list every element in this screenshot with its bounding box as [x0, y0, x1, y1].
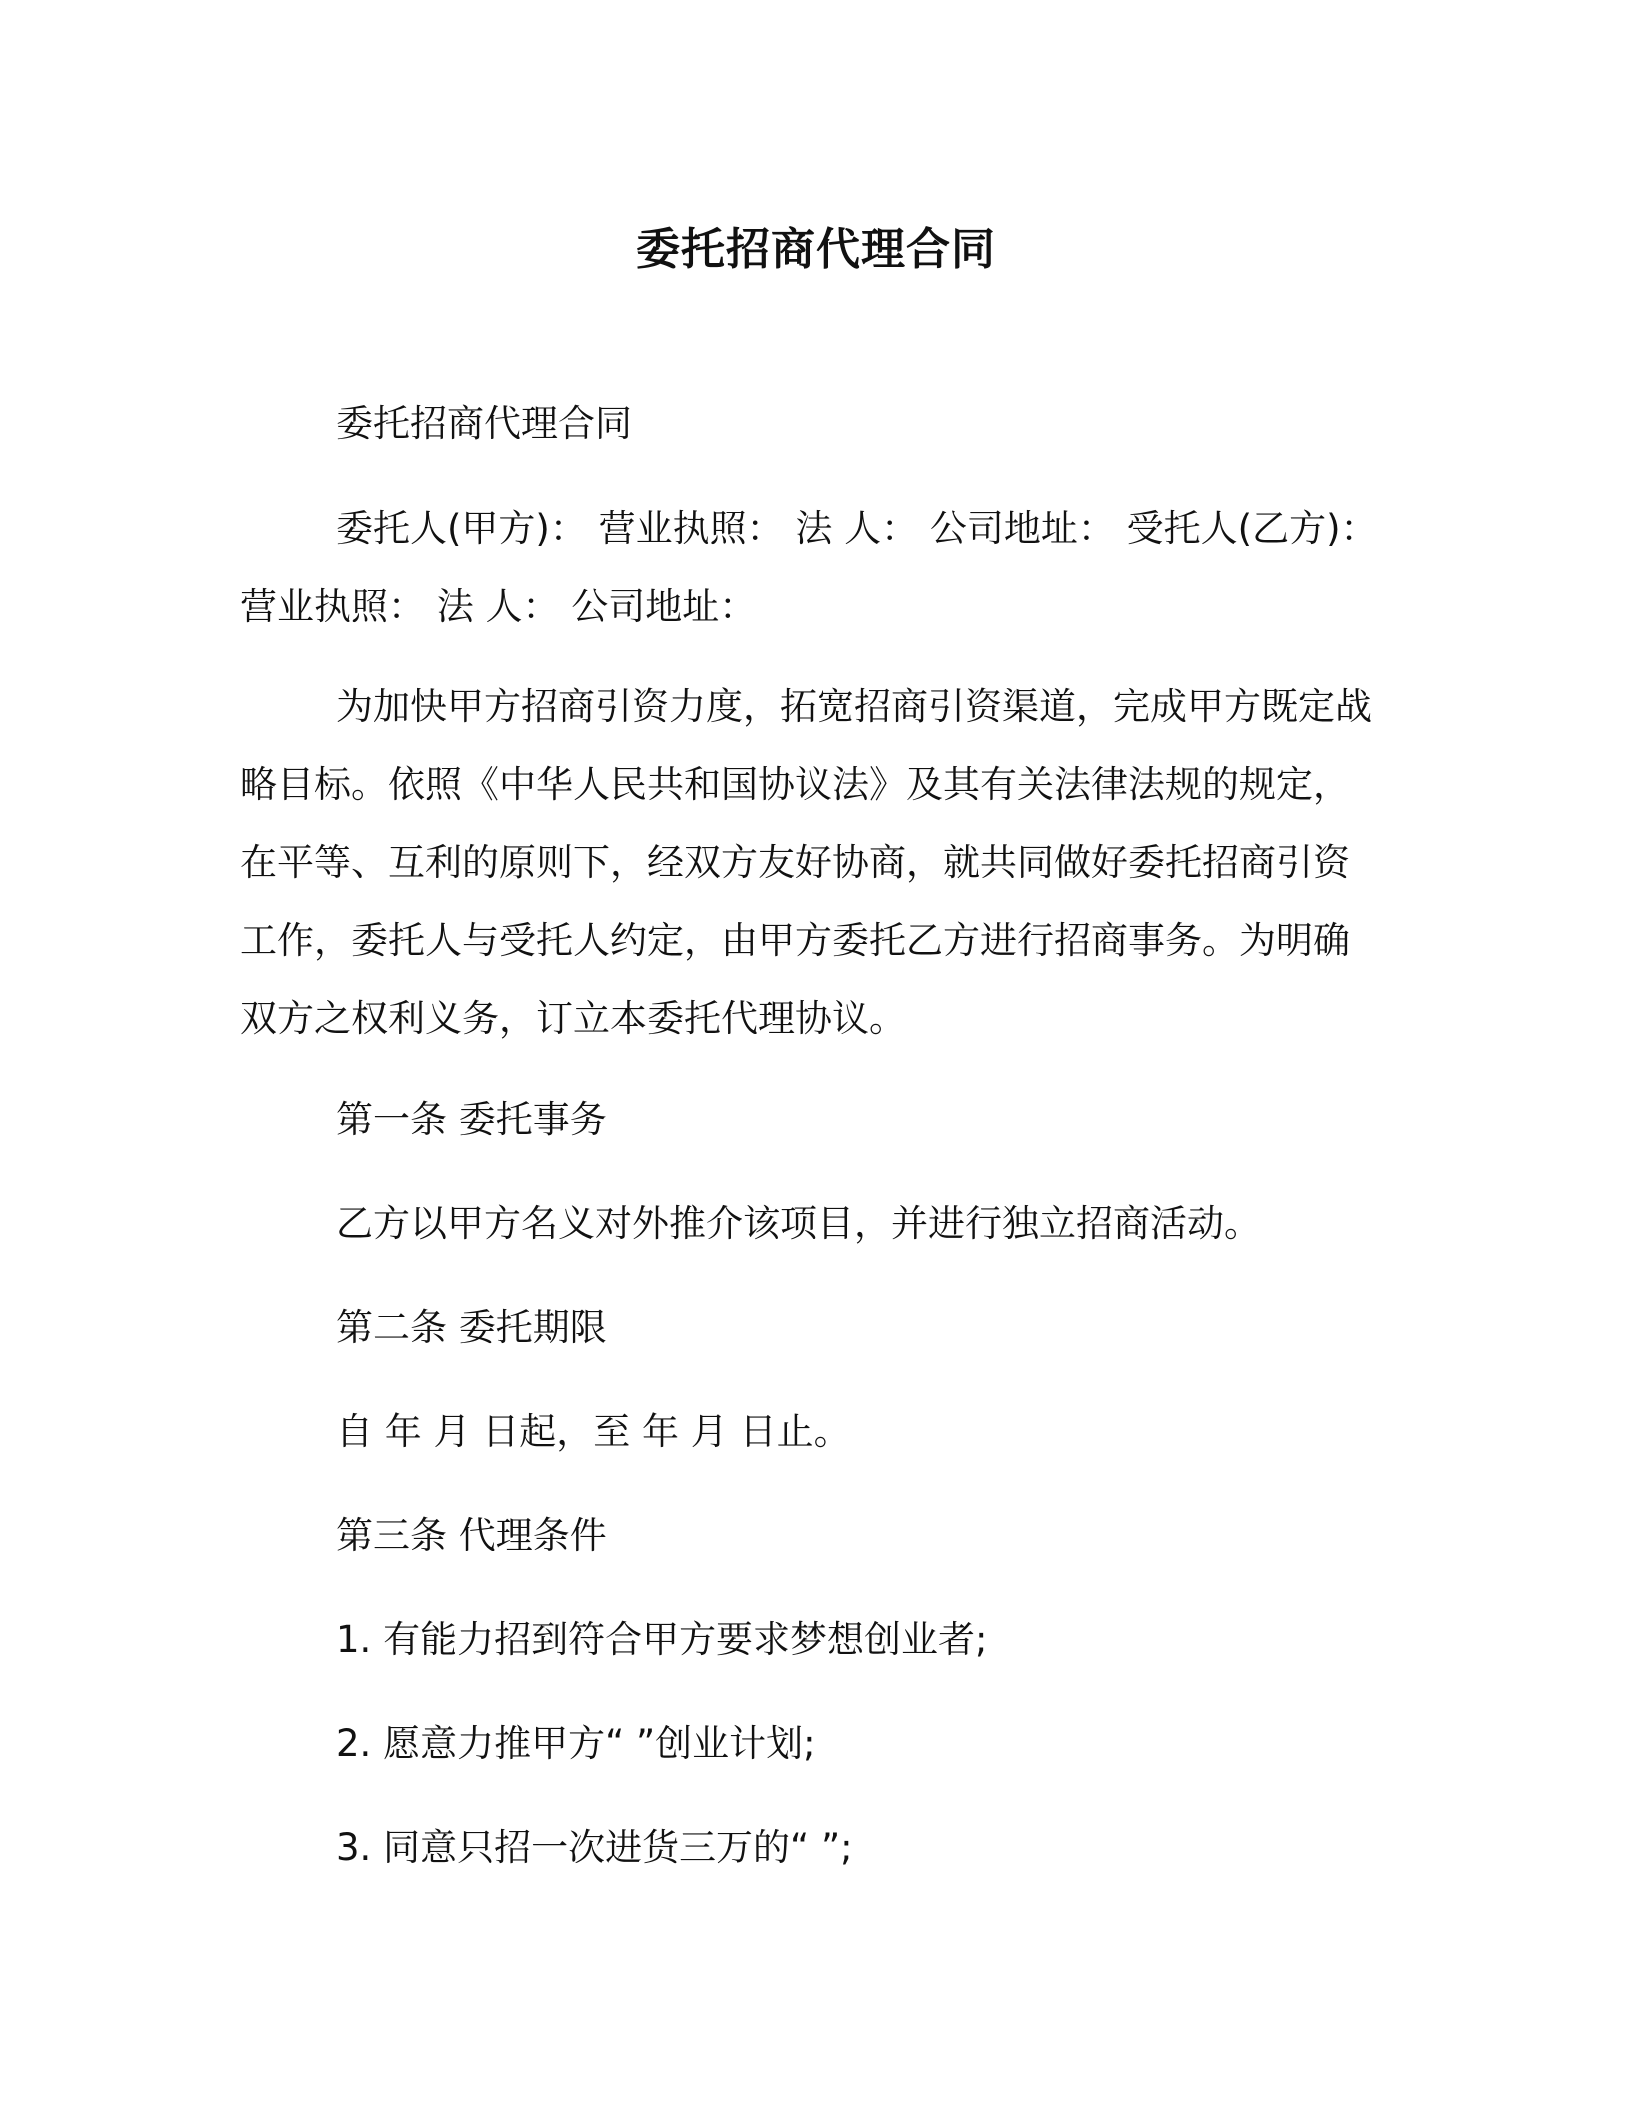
article3-heading: 第三条 代理条件	[336, 1514, 607, 1557]
article3-item: 3. 同意只招一次进货三万的“ ”;	[336, 1826, 853, 1869]
document-title: 委托招商代理合同	[636, 224, 996, 275]
document-subtitle: 委托招商代理合同	[336, 402, 632, 445]
article2-body: 自 年 月 日起，至 年 月 日止。	[336, 1410, 851, 1453]
article1-body: 乙方以甲方名义对外推介该项目，并进行独立招商活动。	[336, 1202, 1261, 1245]
article2-heading: 第二条 委托期限	[336, 1306, 607, 1349]
article1-heading: 第一条 委托事务	[336, 1098, 607, 1141]
article3-item: 1. 有能力招到符合甲方要求梦想创业者;	[336, 1618, 988, 1661]
parties-paragraph: 委托人(甲方)： 营业执照： 法 人： 公司地址： 受托人(乙方)： 营业执照： 法 人： 公司地址：	[240, 507, 1378, 628]
preamble-paragraph: 为加快甲方招商引资力度，拓宽招商引资渠道，完成甲方既定战略目标。依照《中华人民共和国协议法》及其有关法律法规的规定，在平等、互利的原则下，经双方友好协商，就共同做好委托招商引资工作，委托人与受托人约定，由甲方委托乙方进行招商事务。为明确双方之权利义务，订立本委托代理协议。	[240, 685, 1372, 1040]
article3-item: 2. 愿意力推甲方“ ”创业计划;	[336, 1722, 816, 1765]
